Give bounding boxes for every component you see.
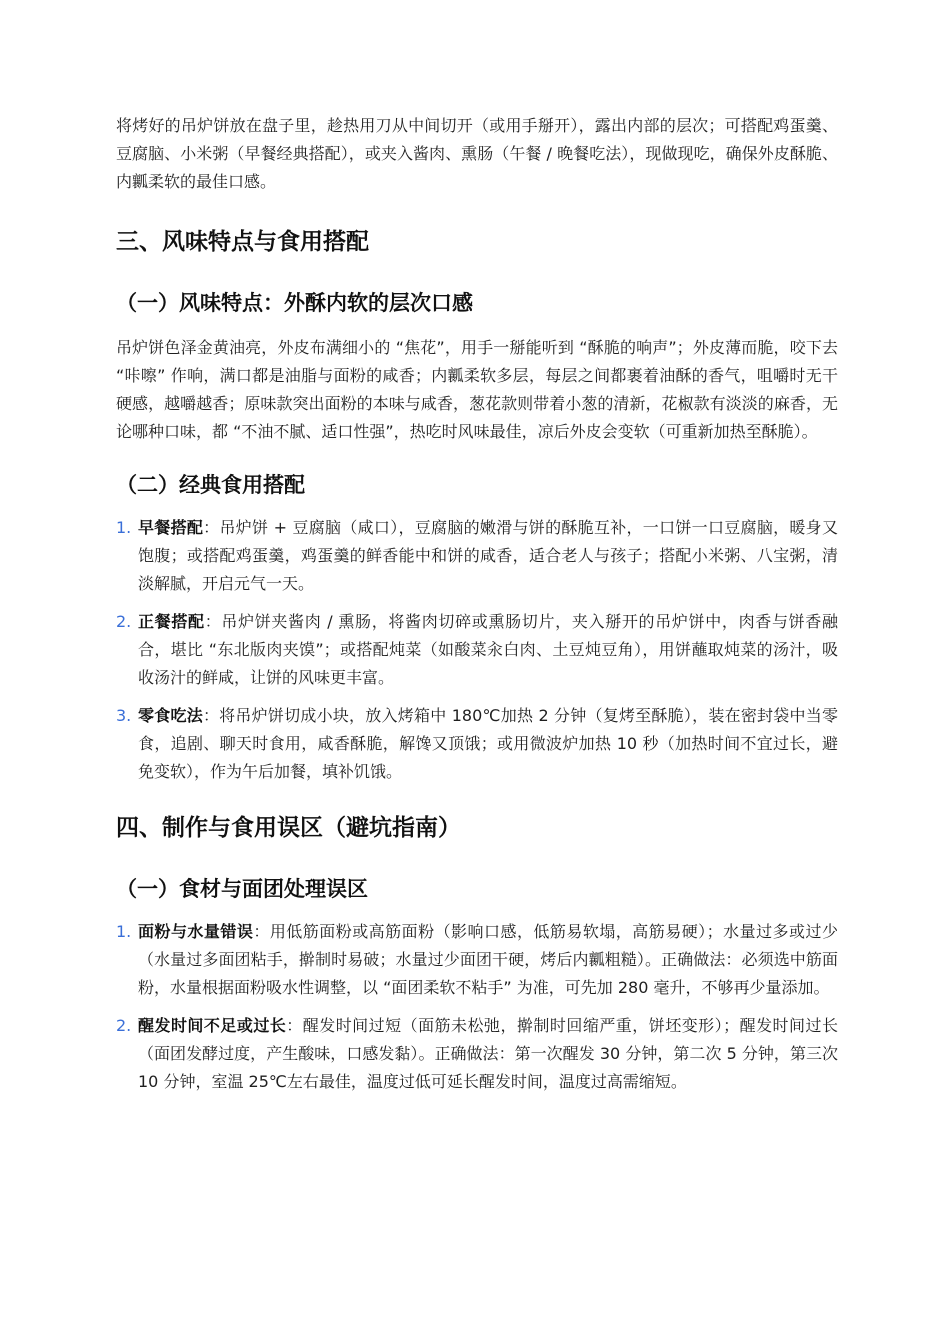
pairing-list bbox=[116, 514, 838, 786]
list-item bbox=[116, 1012, 838, 1096]
list-text: ：醒发时间过短（面筋未松弛，擀制时回缩严重，饼坯变形）；醒发时间过长（面团发酵过度，产生酸味，口感发黏）。正确做法：第一次醒发 30 分钟，第二次 5 分钟，第三次 10 分钟，室温 25℃左右最佳，温度过低可延长醒发时间，温度过高需缩短。 bbox=[138, 1016, 838, 1091]
mistake-list bbox=[116, 918, 838, 1096]
list-number: 2. bbox=[116, 1016, 132, 1035]
list-item bbox=[116, 918, 838, 1002]
list-text: ：将吊炉饼切成小块，放入烤箱中 180℃加热 2 分钟（复烤至酥脆），装在密封袋中当零食，追剧、聊天时食用，咸香酥脆，解馋又顶饿；或用微波炉加热 10 秒（加热时间不宜过长，避免变软），作为午后加餐，填补饥饿。 bbox=[138, 706, 838, 781]
list-term: 早餐搭配 bbox=[138, 518, 204, 537]
list-text: ：用低筋面粉或高筋面粉（影响口感，低筋易软塌，高筋易硬）；水量过多或过少（水量过多面团粘手，擀制时易破；水量过少面团干硬，烤后内瓤粗糙）。正确做法：必须选中筋面粉，水量根据面粉吸水性调整，以 “面团柔软不粘手” 为准，可先加 280 毫升，不够再少量添加。 bbox=[138, 922, 838, 997]
section-4-heading: 四、制作与食用误区（避坑指南） bbox=[116, 815, 461, 841]
list-item bbox=[116, 514, 838, 598]
list-text: ：吊炉饼 + 豆腐脑（咸口），豆腐脑的嫩滑与饼的酥脆互补，一口饼一口豆腐脑，暖身又饱腹；或搭配鸡蛋羹，鸡蛋羹的鲜香能中和饼的咸香，适合老人与孩子；搭配小米粥、八宝粥，清淡解腻，开启元气一天。 bbox=[138, 518, 838, 593]
flavor-paragraph: 吊炉饼色泽金黄油亮，外皮布满细小的 “焦花”，用手一掰能听到 “酥脆的响声”；外皮薄而脆，咬下去 “咔嚓” 作响，满口都是油脂与面粉的咸香；内瓤柔软多层，每层之间都裹着油酥的香气，咀嚼时无干硬感，越嚼越香；原味款突出面粉的本味与咸香，葱花款则带着小葱的清新，花椒款有淡淡的麻香，无论哪种口味，都 “不油不腻、适口性强”，热吃时风味最佳，凉后外皮会变软（可重新加热至酥脆）。 bbox=[116, 338, 838, 441]
section-3-2-heading: （二）经典食用搭配 bbox=[116, 473, 305, 497]
section-4-1-heading: （一）食材与面团处理误区 bbox=[116, 877, 368, 901]
list-text: ：吊炉饼夹酱肉 / 熏肠，将酱肉切碎或熏肠切片，夹入掰开的吊炉饼中，肉香与饼香融合，堪比 “东北版肉夹馍”；或搭配炖菜（如酸菜汆白肉、土豆炖豆角），用饼蘸取炖菜的汤汁，吸收汤汁的鲜咸，让饼的风味更丰富。 bbox=[138, 612, 838, 687]
list-item bbox=[116, 702, 838, 786]
intro-paragraph: 将烤好的吊炉饼放在盘子里，趁热用刀从中间切开（或用手掰开），露出内部的层次；可搭配鸡蛋羹、豆腐脑、小米粥（早餐经典搭配），或夹入酱肉、熏肠（午餐 / 晚餐吃法），现做现吃，确保外皮酥脆、内瓤柔软的最佳口感。 bbox=[116, 116, 838, 191]
list-number: 2. bbox=[116, 612, 132, 631]
list-number: 1. bbox=[116, 518, 132, 537]
document-page bbox=[116, 112, 838, 1096]
list-number: 3. bbox=[116, 706, 132, 725]
section-3-1-heading: （一）风味特点：外酥内软的层次口感 bbox=[116, 291, 473, 315]
list-item bbox=[116, 608, 838, 692]
list-term: 零食吃法 bbox=[138, 706, 203, 725]
list-term: 醒发时间不足或过长 bbox=[138, 1016, 287, 1035]
section-3-heading: 三、风味特点与食用搭配 bbox=[116, 229, 369, 255]
list-number: 1. bbox=[116, 922, 132, 941]
list-term: 面粉与水量错误 bbox=[138, 922, 254, 941]
list-term: 正餐搭配 bbox=[138, 612, 205, 631]
